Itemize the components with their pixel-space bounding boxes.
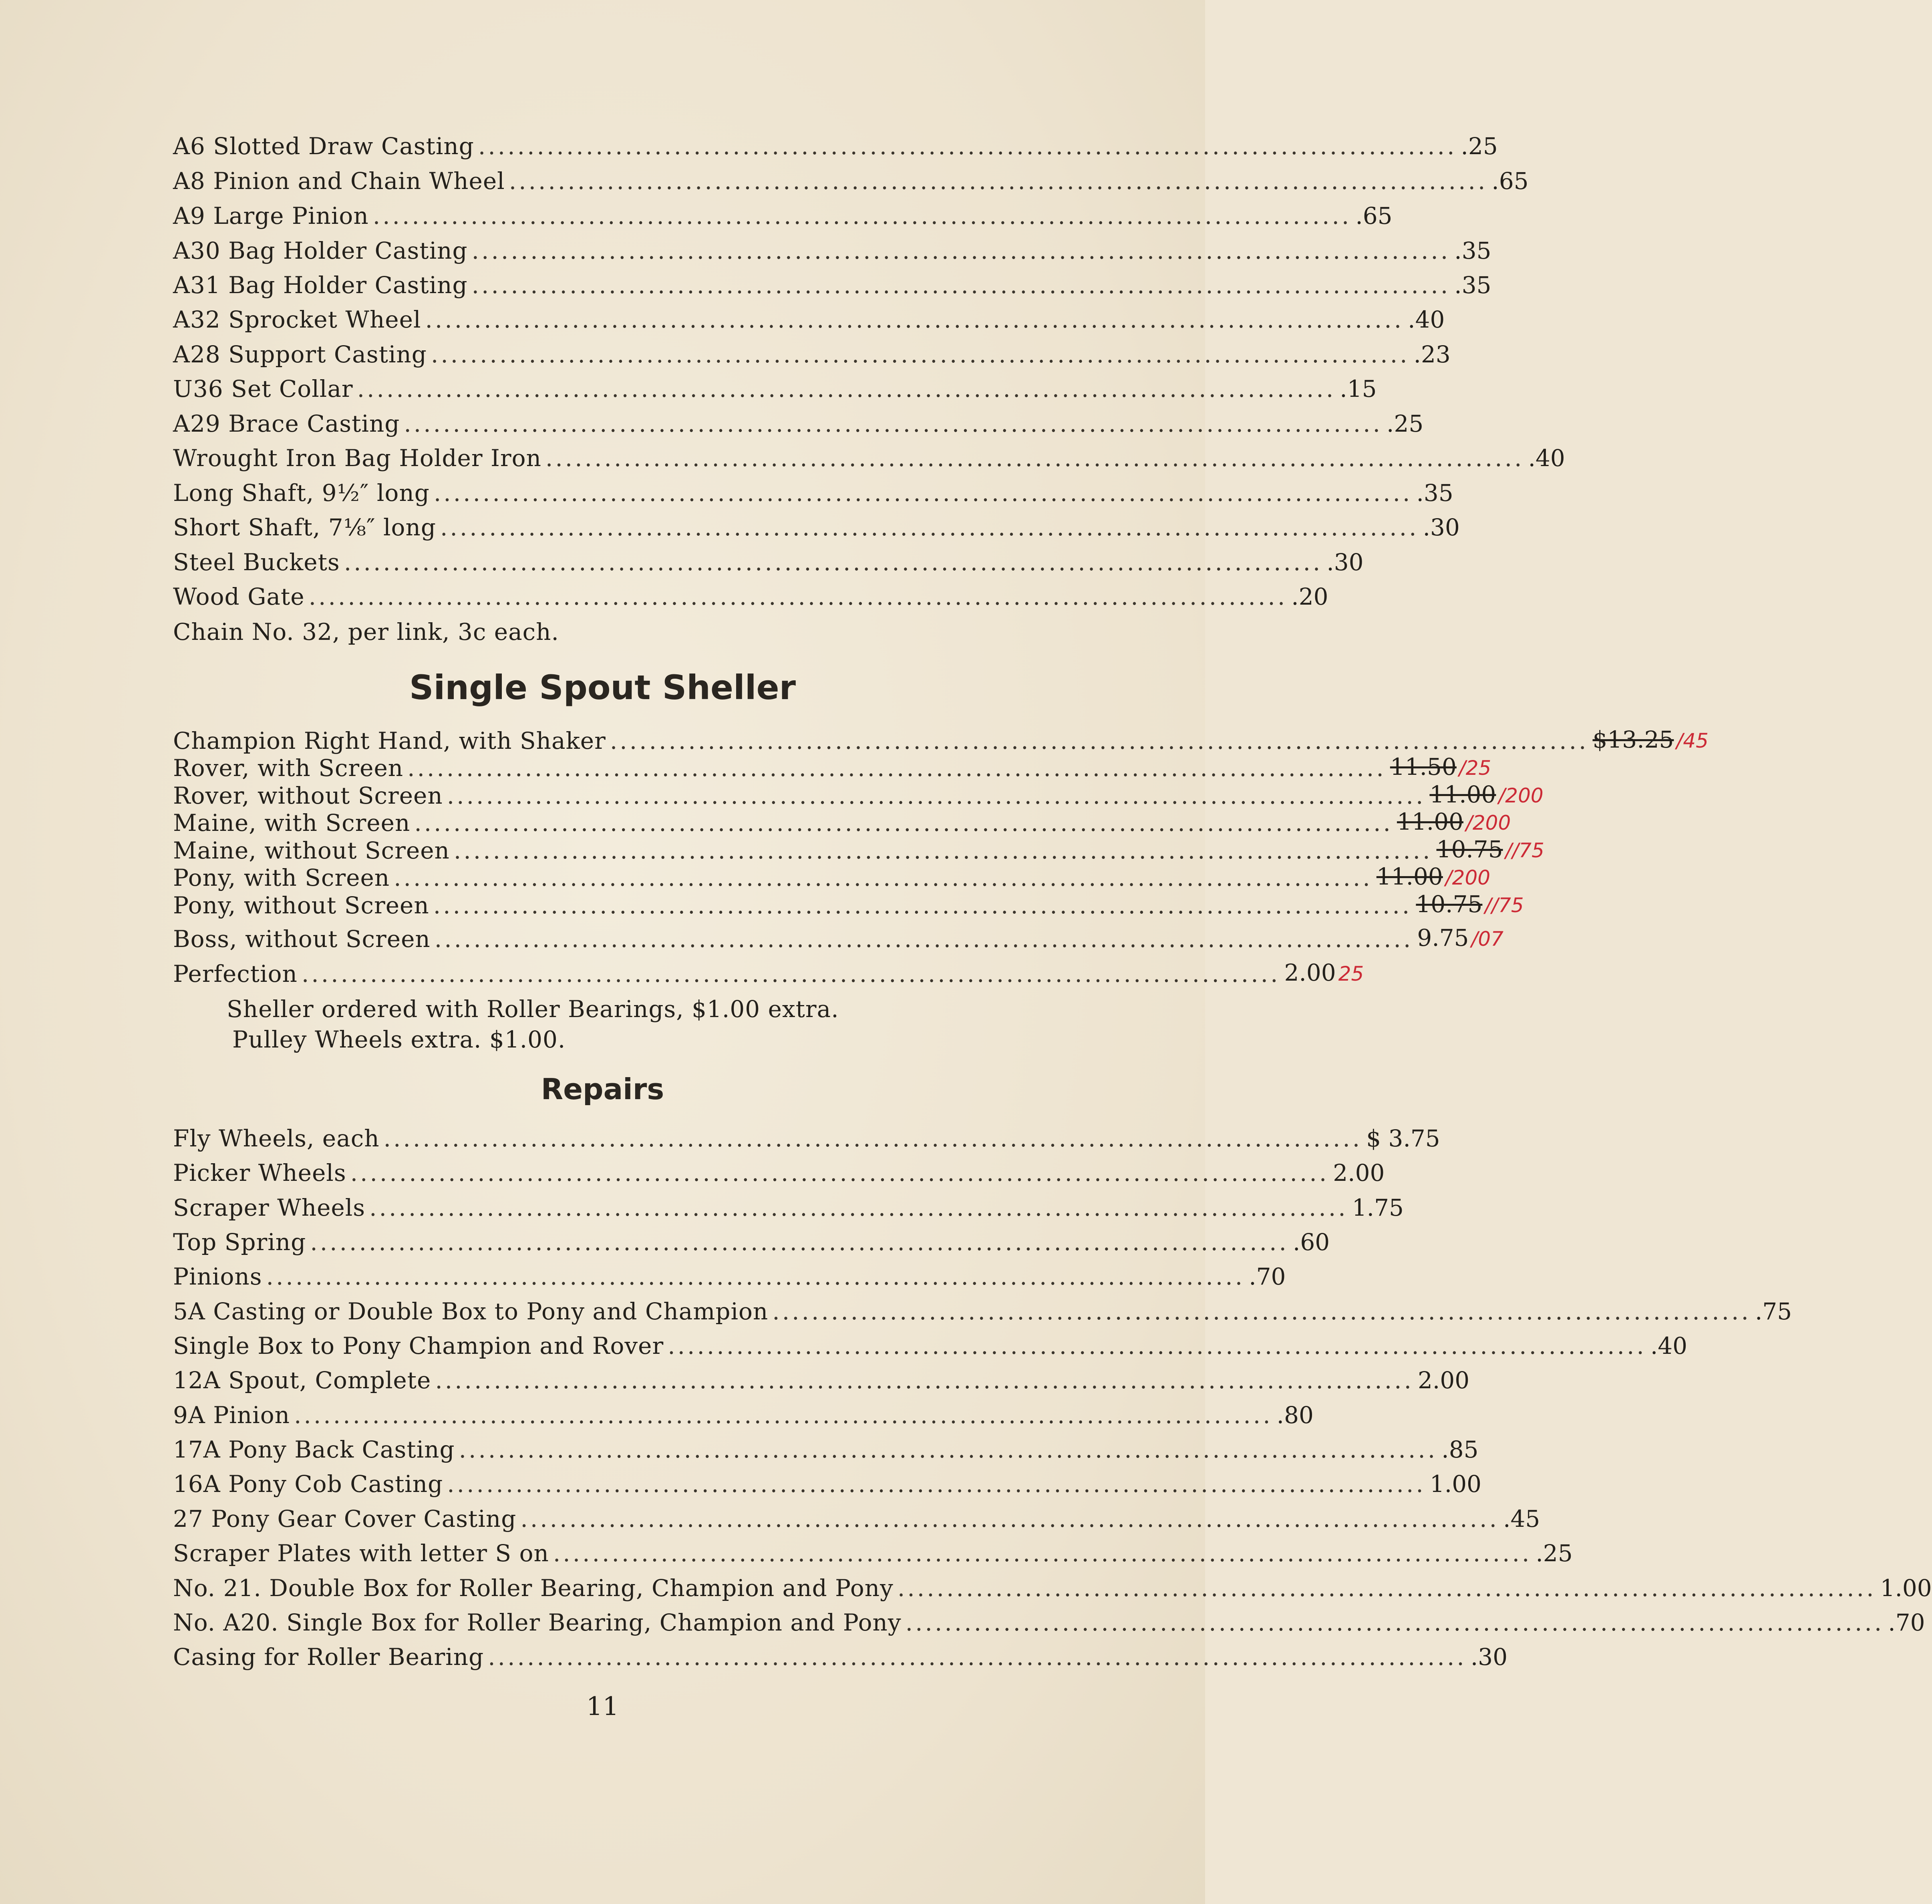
list-item (173, 304, 1445, 336)
item-label: A30 Bag Holder Casting (173, 237, 468, 264)
list-item (173, 1537, 1573, 1569)
section-heading-repairs: Repairs (541, 1072, 664, 1106)
list-item (173, 1399, 1314, 1431)
dot-leader: .................................................................................................... (668, 1332, 1646, 1359)
struck-price: 11.50 (1390, 753, 1457, 780)
dot-leader: .................................................................................................... (308, 583, 1288, 610)
item-label: 27 Pony Gear Cover Casting (173, 1505, 517, 1532)
item-label: A31 Bag Holder Casting (173, 271, 468, 299)
item-label: Short Shaft, 7⅛″ long (173, 514, 436, 541)
list-item (173, 130, 1498, 162)
item-price: .60 (1292, 1228, 1330, 1256)
struck-price: 11.00 (1397, 808, 1464, 835)
item-label: A9 Large Pinion (173, 202, 369, 229)
item-price: 1.75 (1352, 1194, 1404, 1221)
item-price: 1.00 (1880, 1574, 1932, 1602)
item-price: .30 (1326, 549, 1364, 576)
list-item (173, 1641, 1508, 1673)
item-label: No. A20. Single Box for Roller Bearing, Champion and Pony (173, 1609, 902, 1636)
dot-leader: .................................................................................................... (344, 549, 1323, 576)
item-label: Steel Buckets (173, 549, 340, 576)
item-label: A8 Pinion and Chain Wheel (173, 167, 505, 195)
item-label: Rover, with Screen (173, 754, 404, 782)
dot-leader: .................................................................................................... (433, 892, 1412, 919)
dot-leader: .................................................................................................... (383, 1125, 1362, 1152)
item-label: U36 Set Collar (173, 375, 353, 402)
dot-leader: .................................................................................................... (435, 1367, 1414, 1394)
list-item (173, 1434, 1479, 1466)
list-item (173, 477, 1453, 509)
handwritten-price: /07 (1471, 927, 1504, 951)
list-item (173, 373, 1377, 405)
item-label: 5A Casting or Double Box to Pony and Champion (173, 1298, 769, 1325)
dot-leader: .................................................................................................... (520, 1505, 1499, 1532)
item-price: .15 (1340, 375, 1377, 402)
item-price: .85 (1441, 1436, 1479, 1463)
list-item (173, 1468, 1481, 1500)
item-label: Long Shaft, 9½″ long (173, 479, 430, 507)
dot-leader: .................................................................................................... (372, 202, 1352, 229)
item-price: .80 (1276, 1401, 1314, 1429)
dot-leader: .................................................................................................... (407, 754, 1386, 782)
item-label: A6 Slotted Draw Casting (173, 133, 474, 160)
item-price: .25 (1461, 133, 1498, 160)
item-label: 12A Spout, Complete (173, 1367, 431, 1394)
dot-leader: .................................................................................................... (471, 237, 1451, 264)
dot-leader: .................................................................................................... (404, 410, 1383, 437)
item-label: Wood Gate (173, 583, 305, 610)
item-price: .35 (1416, 479, 1453, 507)
item-label: Perfection (173, 960, 298, 987)
dot-leader: .................................................................................................... (357, 375, 1336, 402)
list-item (173, 1606, 1925, 1639)
item-price: 1.00 (1429, 1470, 1481, 1498)
item-label: Champion Right Hand, with Shaker (173, 727, 606, 754)
dot-leader: .................................................................................................... (488, 1643, 1467, 1671)
item-label: 17A Pony Back Casting (173, 1436, 455, 1463)
item-price: .75 (1755, 1298, 1792, 1325)
section-heading-single-spout: Single Spout Sheller (409, 668, 796, 707)
item-price: .65 (1355, 202, 1393, 229)
dot-leader: .................................................................................................... (459, 1436, 1438, 1463)
item-label: Picker Wheels (173, 1159, 346, 1186)
dot-leader: .................................................................................................... (350, 1159, 1329, 1186)
struck-price: $13.25 (1592, 726, 1674, 753)
handwritten-price: /200 (1498, 784, 1544, 807)
dot-leader: .................................................................................................... (545, 444, 1524, 472)
list-item (173, 1261, 1286, 1293)
handwritten-price: /25 (1459, 756, 1491, 780)
struck-price: 11.00 (1429, 781, 1496, 808)
dot-leader: .................................................................................................... (434, 925, 1413, 953)
list-item (173, 1192, 1404, 1224)
item-price: $ 3.75 (1366, 1125, 1440, 1152)
item-label: Maine, without Screen (173, 837, 450, 864)
dot-leader: .................................................................................................... (425, 306, 1404, 333)
item-label: A29 Brace Casting (173, 410, 400, 437)
dot-leader: .................................................................................................... (369, 1194, 1348, 1221)
item-label: Casing for Roller Bearing (173, 1643, 484, 1671)
list-item (173, 200, 1393, 232)
list-item (173, 1295, 1792, 1327)
item-label: Pinions (173, 1263, 262, 1290)
list-item (173, 889, 1524, 921)
dot-leader: .................................................................................................... (905, 1609, 1884, 1636)
list-item (173, 546, 1364, 578)
item-label: Top Spring (173, 1228, 306, 1256)
item-label: No. 21. Double Box for Roller Bearing, Champion and Pony (173, 1574, 894, 1602)
list-item (173, 581, 1328, 613)
roller-bearing-note: Sheller ordered with Roller Bearings, $1.00 extra. (227, 995, 839, 1023)
struck-price: 10.75 (1416, 891, 1483, 918)
item-label: Scraper Wheels (173, 1194, 366, 1221)
list-item (173, 1503, 1540, 1535)
item-price (1284, 957, 1364, 990)
item-price: .23 (1413, 341, 1451, 368)
dot-leader: .................................................................................................... (453, 837, 1433, 864)
list-item (173, 442, 1565, 474)
dot-leader: .................................................................................................... (414, 809, 1393, 836)
list-item (173, 1157, 1385, 1189)
dot-leader: .................................................................................................... (294, 1401, 1273, 1429)
item-price: .35 (1454, 237, 1491, 264)
item-price: .65 (1491, 167, 1529, 195)
page-number: 11 (586, 1692, 619, 1721)
list-item (173, 1330, 1688, 1362)
item-label: Boss, without Screen (173, 925, 431, 953)
list-item (173, 752, 1491, 784)
list-item (173, 1572, 1932, 1604)
list-item (173, 1226, 1330, 1258)
item-price (1417, 922, 1503, 955)
item-label: Wrought Iron Bag Holder Iron (173, 444, 541, 472)
list-item (173, 269, 1491, 301)
item-price: .40 (1528, 444, 1565, 472)
list-item (173, 958, 1364, 990)
item-label: Fly Wheels, each (173, 1125, 380, 1152)
dot-leader: .................................................................................................... (509, 167, 1488, 195)
item-price: .25 (1387, 410, 1424, 437)
dot-leader: .................................................................................................... (553, 1540, 1532, 1567)
item-price: .70 (1888, 1609, 1925, 1636)
struck-price: 10.75 (1436, 836, 1503, 863)
item-price: 2.00 (1418, 1367, 1470, 1394)
handwritten-price: //75 (1505, 839, 1544, 862)
item-price: .40 (1408, 306, 1445, 333)
item-price: 2.00 (1333, 1159, 1385, 1186)
item-label: Rover, without Screen (173, 782, 443, 809)
item-price: .30 (1423, 514, 1460, 541)
dot-leader: .................................................................................................... (433, 479, 1413, 507)
item-price: .30 (1470, 1643, 1508, 1671)
list-item (173, 338, 1451, 370)
struck-price: 11.00 (1376, 863, 1443, 890)
list-item (173, 807, 1511, 839)
printed-price: 9.75 (1417, 924, 1469, 951)
dot-leader: .................................................................................................... (772, 1298, 1751, 1325)
dot-leader: .................................................................................................... (431, 341, 1410, 368)
dot-leader: .................................................................................................... (301, 960, 1280, 987)
dot-leader: .................................................................................................... (394, 864, 1373, 891)
dot-leader: .................................................................................................... (478, 133, 1457, 160)
item-price: .40 (1650, 1332, 1688, 1359)
item-price: .70 (1249, 1263, 1286, 1290)
handwritten-price: /45 (1676, 729, 1709, 752)
item-label: A28 Support Casting (173, 341, 427, 368)
list-item (173, 1122, 1440, 1154)
item-label: A32 Sprocket Wheel (173, 306, 421, 333)
item-price (1592, 724, 1708, 757)
item-price (1416, 888, 1523, 921)
list-item (173, 165, 1529, 197)
item-price: .25 (1536, 1540, 1573, 1567)
handwritten-price: 25 (1338, 962, 1364, 985)
list-item (173, 511, 1460, 543)
printed-price: 2.00 (1284, 959, 1336, 986)
item-label: 16A Pony Cob Casting (173, 1470, 443, 1498)
list-item (173, 235, 1491, 267)
dot-leader: .................................................................................................... (266, 1263, 1245, 1290)
item-label: Pony, with Screen (173, 864, 390, 891)
dot-leader: .................................................................................................... (897, 1574, 1876, 1602)
dot-leader: .................................................................................................... (471, 271, 1451, 299)
list-item (173, 862, 1491, 894)
list-item (173, 1364, 1470, 1396)
handwritten-price: /200 (1466, 811, 1511, 834)
item-label: Pony, without Screen (173, 892, 429, 919)
dot-leader: .................................................................................................... (447, 1470, 1426, 1498)
dot-leader: .................................................................................................... (440, 514, 1419, 541)
item-label: Maine, with Screen (173, 809, 411, 836)
item-label: Scraper Plates with letter S on (173, 1540, 549, 1567)
item-label: Single Box to Pony Champion and Rover (173, 1332, 664, 1359)
dot-leader: .................................................................................................... (610, 727, 1589, 754)
handwritten-price: /200 (1445, 866, 1491, 889)
item-price: .35 (1454, 271, 1491, 299)
dot-leader: .................................................................................................... (447, 782, 1426, 809)
list-item (173, 923, 1504, 955)
dot-leader: .................................................................................................... (310, 1228, 1289, 1256)
item-price: .45 (1503, 1505, 1540, 1532)
item-label: 9A Pinion (173, 1401, 290, 1429)
handwritten-price: //75 (1485, 894, 1524, 917)
chain-note: Chain No. 32, per link, 3c each. (173, 618, 559, 645)
pulley-wheels-note: Pulley Wheels extra. $1.00. (232, 1026, 566, 1053)
item-price: .20 (1291, 583, 1328, 610)
list-item (173, 408, 1424, 440)
